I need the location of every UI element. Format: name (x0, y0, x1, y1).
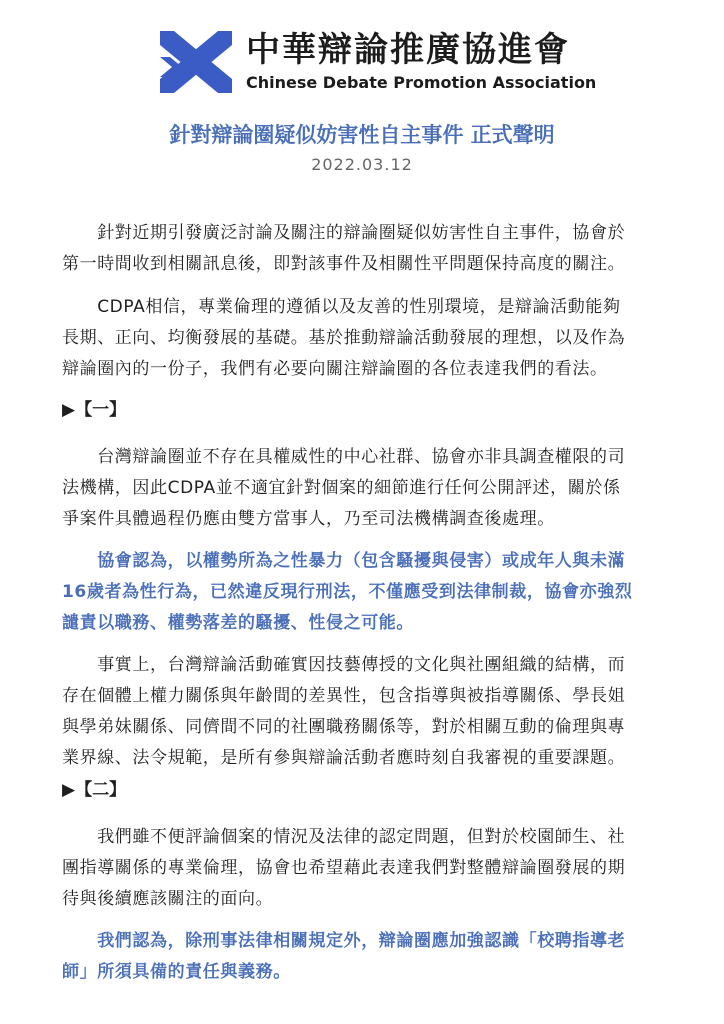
statement-title: 針對辯論圈疑似妨害性自主事件 正式聲明 (169, 123, 555, 147)
section-heading-2: ▶【二】 (62, 780, 127, 800)
paragraph-7-emphasis (62, 926, 672, 988)
statement-date: 2022.03.12 (311, 155, 413, 174)
paragraph-line: 辯論圈內的一份子，我們有必要向關注辯論圈的各位表達我們的看法。 (62, 359, 608, 379)
paragraph-line: 事實上，台灣辯論活動確實因技藝傳授的文化與社團組織的結構，而 (62, 655, 626, 675)
paragraph-line: 我們雖不便評論個案的情況及法律的認定問題，但對於校園師生、社 (62, 827, 626, 847)
paragraph-line: 待與後續應該關注的面向。 (62, 889, 274, 909)
header (160, 30, 596, 94)
paragraph-line: 16歲者為性行為，已然違反現行刑法，不僅應受到法律制裁，協會亦強烈 (62, 582, 633, 602)
paragraph-line: 法機構，因此CDPA並不適宜針對個案的細節進行任何公開評述，關於係 (62, 478, 621, 498)
paragraph-line: 協會認為，以權勢所為之性暴力（包含騷擾與侵害）或成年人與未滿 (62, 551, 626, 571)
paragraph-line: 爭案件具體過程仍應由雙方當事人，乃至司法機構調查後處理。 (62, 509, 555, 529)
paragraph-line: 與學弟妹關係、同儕間不同的社團職務關係等，對於相關互動的倫理與專 (62, 717, 626, 737)
org-names (246, 30, 596, 94)
paragraph-line: 我們認為，除刑事法律相關規定外，辯論圈應加強認識「校聘指導老 (62, 931, 626, 951)
cdpa-logo-icon (160, 31, 232, 93)
paragraph-line: 業界線、法令規範，是所有參與辯論活動者應時刻自我審視的重要課題。 (62, 748, 626, 768)
paragraph-line: 針對近期引發廣泛討論及關注的辯論圈疑似妨害性自主事件，協會於 (62, 223, 626, 243)
paragraph-line: 長期、正向、均衡發展的基礎。基於推動辯論活動發展的理想，以及作為 (62, 328, 626, 348)
paragraph-4-emphasis (62, 546, 672, 639)
org-name-cn: 中華辯論推廣協進會 (246, 30, 570, 70)
paragraph-2 (62, 292, 672, 385)
paragraph-3 (62, 442, 672, 535)
paragraph-line: CDPA相信，專業倫理的遵循以及友善的性別環境，是辯論活動能夠 (62, 297, 621, 317)
org-name-en: Chinese Debate Promotion Association (246, 73, 597, 92)
paragraph-line: 團指導關係的專業倫理，協會也希望藉此表達我們對整體辯論圈發展的期 (62, 858, 626, 878)
paragraph-line: 第一時間收到相關訊息後，即對該事件及相關性平問題保持高度的關注。 (62, 254, 626, 274)
paragraph-5 (62, 650, 672, 774)
paragraph-line: 譴責以職務、權勢落差的騷擾、性侵之可能。 (62, 613, 414, 633)
paragraph-line: 台灣辯論圈並不存在具權威性的中心社群、協會亦非具調查權限的司 (62, 447, 626, 467)
section-heading-1: ▶【一】 (62, 400, 127, 420)
paragraph-line: 存在個體上權力關係與年齡間的差異性，包含指導與被指導關係、學長姐 (62, 686, 626, 706)
paragraph-1 (62, 218, 672, 280)
paragraph-line: 師」所須具備的責任與義務。 (62, 962, 291, 982)
paragraph-6 (62, 822, 672, 915)
